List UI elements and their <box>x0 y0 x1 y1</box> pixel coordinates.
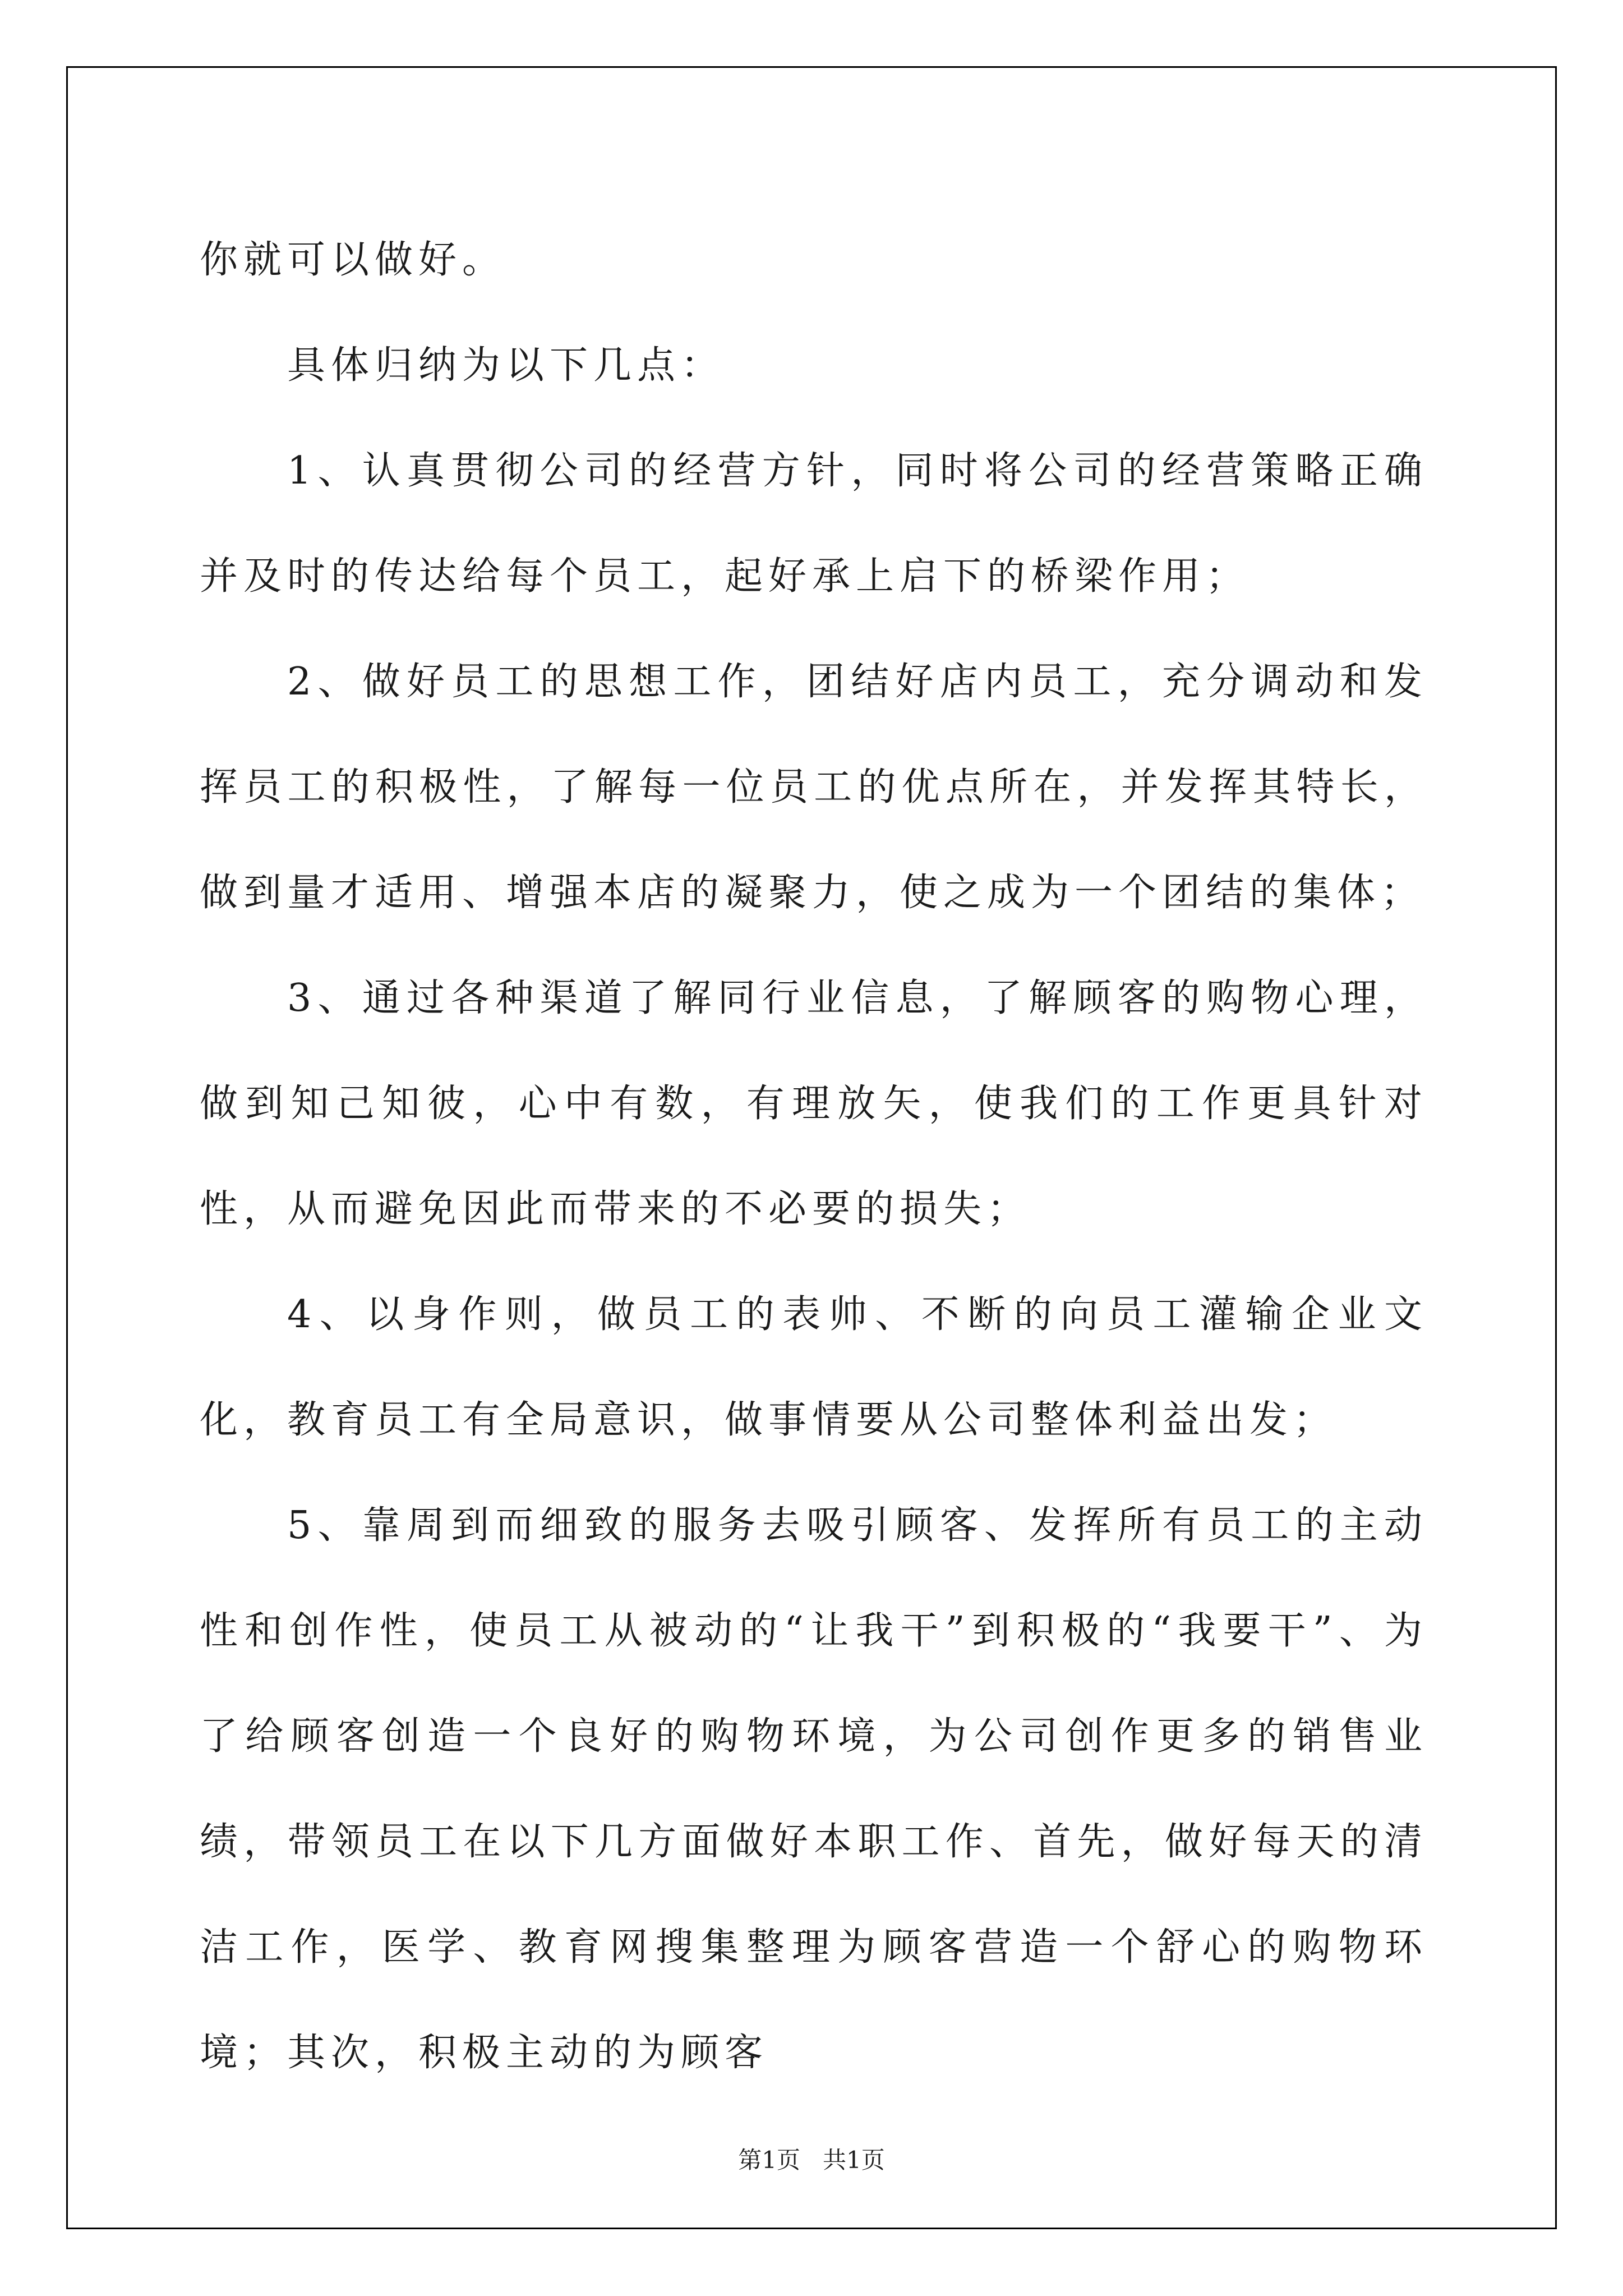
paragraph-point-4: 4、以身作则，做员工的表帅、不断的向员工灌输企业文化，教育员工有全局意识，做事情要从公司整体利益出发； <box>200 1292 1428 1442</box>
paragraph-point-1: 1、认真贯彻公司的经营方针，同时将公司的经营策略正确并及时的传达给每个员工，起好承上启下的桥梁作用； <box>200 449 1428 599</box>
document-body <box>200 208 1428 2106</box>
paragraph-point-3: 3、通过各种渠道了解同行业信息，了解顾客的购物心理，做到知己知彼，心中有数，有理放矢，使我们的工作更具针对性，从而避免因此而带来的不必要的损失； <box>200 976 1428 1231</box>
page-footer: 第1页 共1页 <box>738 2146 885 2174</box>
paragraph-summary-intro: 具体归纳为以下几点： <box>287 343 725 388</box>
paragraph-point-2: 2、做好员工的思想工作，团结好店内员工，充分调动和发挥员工的积极性，了解每一位员工的优点所在，并发挥其特长，做到量才适用、增强本店的凝聚力，使之成为一个团结的集体； <box>200 660 1428 915</box>
paragraph-continuation: 你就可以做好。 <box>200 238 506 282</box>
paragraph-point-5: 5、靠周到而细致的服务去吸引顾客、发挥所有员工的主动性和创作性，使员工从被动的“让我干”到积极的“我要干”、为了给顾客创造一个良好的购物环境，为公司创作更多的销售业绩，带领员工在以下几方面做好本职工作、首先，做好每天的清洁工作，医学、教育网搜集整理为顾客营造一个舒心的购物环境；其次，积极主动的为顾客 <box>200 1503 1428 2075</box>
